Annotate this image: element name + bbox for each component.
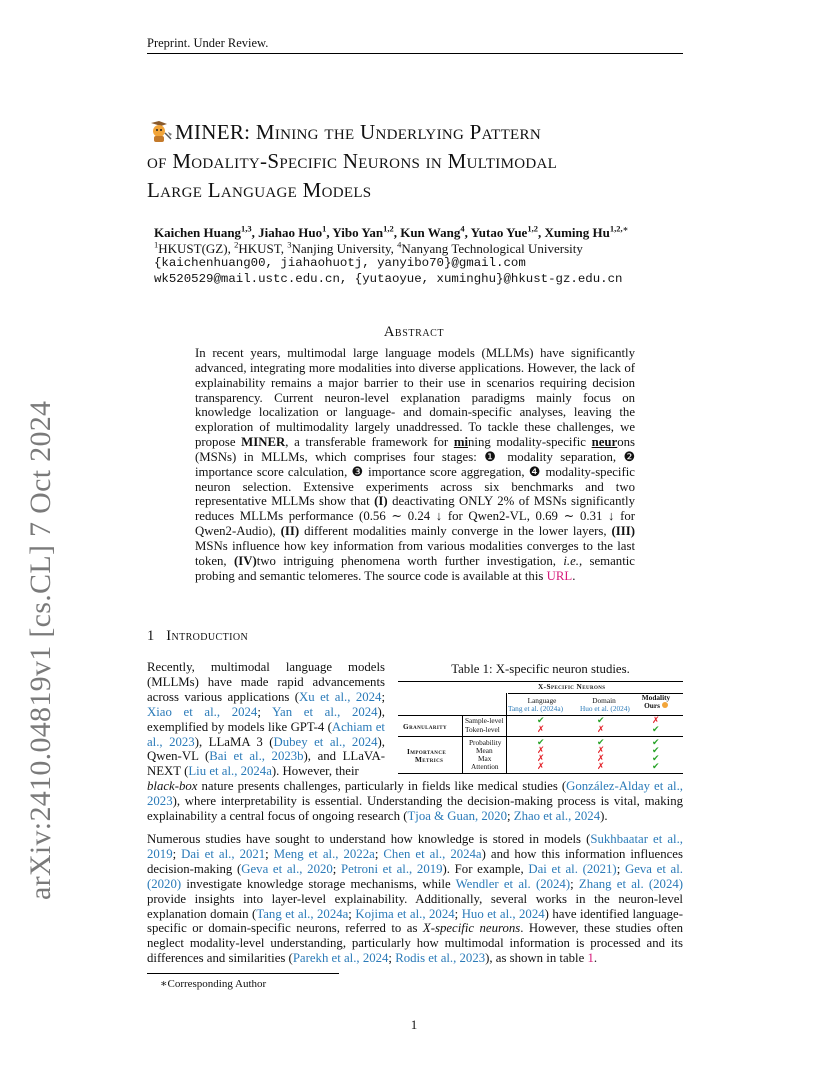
miner-mascot-icon	[147, 119, 173, 143]
table-bottom-rule	[398, 773, 683, 774]
affiliations	[154, 241, 674, 257]
cross-icon: ✗	[652, 715, 660, 725]
citation-link[interactable]: Dubey et al., 2024	[273, 734, 378, 749]
citation-link[interactable]: Tjoa & Guan, 2020	[407, 808, 507, 823]
affil-sup: 4	[397, 239, 402, 250]
check-icon: ✔	[537, 715, 545, 725]
citation-link[interactable]: Zhao et al., 2024	[513, 808, 601, 823]
source-code-link[interactable]: URL	[546, 568, 573, 583]
author-emails-line-1: {kaichenhuang00, jiahaohuotj, yanyibo70}@gmail.com	[154, 256, 526, 270]
citation-link[interactable]: Sukhbaatar et al., 2019	[147, 832, 683, 861]
author-block	[154, 225, 674, 287]
affiliation: Nanjing University,	[291, 240, 398, 256]
check-icon: ✔	[597, 715, 605, 725]
running-header: Preprint. Under Review.	[147, 36, 269, 50]
citation-link[interactable]: Chen et al., 2024a	[383, 846, 482, 861]
title-miner: MINER	[175, 120, 245, 144]
header-rule	[147, 53, 683, 54]
section-title: Introduction	[166, 628, 249, 644]
citation-link[interactable]: Achiam et al., 2023	[147, 719, 385, 749]
table-reference-link[interactable]: 1	[587, 951, 594, 966]
row-label: Probability	[469, 738, 502, 747]
citation-link[interactable]: Meng et al., 2022a	[273, 846, 375, 861]
author-name: Yutao Yue	[470, 225, 528, 240]
citation-link[interactable]: Tang et al., 2024a	[256, 906, 349, 921]
title-line-3: Large Language Models	[147, 178, 372, 202]
row-label: Mean	[476, 746, 493, 755]
citation-link[interactable]: Wendler et al. (2024)	[455, 876, 571, 891]
author-names: Kaichen Huang$^{1,3}$, Jiahao Huo$^1$, Yibo Yan$^{1,2}$, Kun Wang$^4$, Yutao Yue$^{1,2}$, Xuming $Hu^{1,2,∗}$	[154, 223, 629, 240]
cross-icon: ✗	[537, 753, 545, 763]
abstract-heading: Abstract	[383, 324, 445, 340]
cross-icon: ✗	[597, 761, 605, 771]
author-sup: 1,2	[383, 223, 394, 234]
citation-link[interactable]: Bai et al., 2023b	[209, 749, 304, 764]
citation-link[interactable]: Huo et al., 2024	[461, 906, 545, 921]
check-icon: ✔	[652, 724, 660, 734]
intro-paragraph-left-column: Recently, multimodal language models (MLLMs) have made rapid advancements across various applications (Xu et al., 2024; Xiao et al., 2024; Yan et al., 2024), exemplified by models like GPT-4 (Achiam et al., 2023), LLaMA 3 (Dubey et al., 2024), Qwen-VL (Bai et al., 2023b), and LLaVA-NEXT (Liu et al., 2024a). However, their	[147, 660, 386, 779]
citation-link[interactable]: Dai et al., 2021	[181, 846, 266, 861]
cross-icon: ✗	[597, 724, 605, 734]
affiliation: HKUST(GZ),	[158, 240, 235, 256]
intro-paragraph-2: Numerous studies have sought to understand how knowledge is stored in models (Sukhbaatar et al., 2019; Dai et al., 2021; Meng et al., 2022a; Chen et al., 2024a) and how this information influences decision-making (Geva et al., 2020; Petroni et al., 2019). For example, Dai et al. (2021); Geva et al. (2020) investigate knowledge storage mechanisms, while Wendler et al. (2024); Zhang et al. (2024) provide insights into layer-level explainability. Additionally, several works in the neuron-level explanation domain (Tang et al., 2024a; Kojima et al., 2024; Huo et al., 2024) have identified language-specific or domain-specific neurons, referred to as X-specific neurons. However, these studies often neglect modality-level understanding, particularly how multimodal information is processed and its differences and similarities (Parekh et al., 2024; Rodis et al., 2023), as shown in table 1.	[147, 832, 684, 966]
section-number: 1	[147, 628, 155, 644]
arxiv-id-text: arXiv:2410.04819v1 [cs.CL] 7 Oct 2024	[24, 400, 57, 900]
author-sup: 4	[460, 223, 465, 234]
footnote-rule	[147, 973, 339, 974]
citation-link[interactable]: Xiao et al., 2024	[147, 704, 258, 719]
affil-sup: 1	[154, 239, 159, 250]
check-icon: ✔	[652, 753, 660, 763]
affil-sup: 3	[287, 239, 292, 250]
miner-mascot-icon	[662, 702, 668, 708]
check-icon: ✔	[652, 761, 660, 771]
author-name: Kun Wang	[400, 225, 461, 240]
affil-sup: 2	[234, 239, 239, 250]
row-group-metrics: Metrics	[415, 755, 444, 764]
citation-link[interactable]: Xu et al., 2024	[299, 689, 382, 704]
author-name: Yibo Yan	[332, 225, 384, 240]
intro-paragraph-continued: black-box nature presents challenges, particularly in fields like medical studies (González-Alday et al., 2023), where interpretability is essential. Understanding the decision-making process is vital, making explainability a central focus of ongoing research (Tjoa & Guan, 2020; Zhao et al., 2024).	[147, 779, 683, 823]
paper-title	[147, 118, 687, 205]
col-header-language: Language Tang et al. (2024a)	[508, 696, 564, 714]
citation-link[interactable]: Geva et al. (2020)	[147, 861, 683, 891]
table-vertical-rule	[506, 693, 507, 773]
author-sup: 1	[322, 223, 327, 234]
footnote-corresponding-author: ∗Corresponding Author	[160, 978, 267, 990]
author-sup: 1,3	[241, 223, 252, 234]
citation-link[interactable]: Geva et al., 2020	[241, 861, 333, 876]
col-header-domain: Domain Huo et al. (2024)	[580, 696, 630, 714]
row-label: Sample-level	[465, 716, 504, 725]
title-line-1-rest: : Mining the Underlying Pattern	[244, 120, 541, 144]
citation-link[interactable]: Parekh et al., 2024	[292, 951, 389, 966]
author-sup: 1,2,∗	[609, 223, 629, 234]
author-sup: 1,2	[527, 223, 538, 234]
cross-icon: ✗	[537, 745, 545, 755]
table-vertical-rule	[462, 715, 463, 773]
title-line-2: of Modality-Specific Neurons in Multimodal	[147, 149, 558, 173]
page-number: 1	[410, 1017, 418, 1032]
author-name: Kaichen Huang	[154, 225, 242, 240]
row-label: Attention	[471, 762, 499, 771]
title-line-1	[147, 118, 687, 147]
cross-icon: ✗	[537, 761, 545, 771]
x-specific-neuron-table	[398, 681, 683, 773]
citation-link[interactable]: Yan et al., 2024	[272, 704, 378, 719]
citation-link[interactable]: Zhang et al. (2024)	[578, 876, 683, 891]
col-header-modality: Modality Ours	[641, 693, 671, 711]
cross-icon: ✗	[597, 745, 605, 755]
affiliation: Nanyang Technological University	[401, 240, 583, 256]
citation-link[interactable]: Rodis et al., 2023	[395, 951, 486, 966]
table-group-header: X-Specific Neurons	[538, 682, 606, 691]
citation-link[interactable]: González-Alday et al., 2023	[147, 779, 683, 808]
author-name: Xuming Hu	[544, 225, 610, 240]
row-group-granularity: Granularity	[403, 722, 447, 731]
author-name: Jiahao Huo	[258, 225, 323, 240]
row-group-importance: Importance	[407, 747, 447, 756]
check-icon: ✔	[597, 737, 605, 747]
citation-link[interactable]: Petroni et al., 2019	[341, 861, 443, 876]
citation-link[interactable]: Liu et al., 2024a	[188, 764, 272, 779]
check-icon: ✔	[537, 737, 545, 747]
affiliation: HKUST,	[238, 240, 288, 256]
check-icon: ✔	[652, 745, 660, 755]
table-caption: Table 1: X-specific neuron studies.	[451, 662, 630, 676]
row-label: Max	[478, 754, 492, 763]
abstract-body: In recent years, multimodal large language models (MLLMs) have significantly advanced, integrating more modalities into diverse applications. However, the lack of explainability remains a major barrier to their use in scenarios requiring decision transparency. Current neuron-level explanation paradigms mainly focus on knowledge localization or language- and domain-specific analyses, leaving the exploration of multimodality largely unaddressed. To tackle these challenges, we propose MINER, a transferable framework for mining modality-specific neurons (MSNs) in MLLMs, which comprises four stages: ❶ modality separation, ❷ importance score calculation, ❸ importance score aggregation, ❹ modality-specific neuron selection. Extensive experiments across six benchmarks and two representative MLLMs show that (I) deactivating ONLY 2% of MSNs significantly reduces MLLMs performance (0.56 ∼ 0.24 ↓ for Qwen2-VL, 0.69 ∼ 0.31 ↓ for Qwen2-Audio), (II) different modalities mainly converge in the lower layers, (III) MSNs influence how key information from various modalities converges to the last token, (IV)two intriguing phenomena worth further investigation, i.e., semantic probing and semantic telomeres. The source code is available at this URL.	[195, 346, 636, 583]
citation-link[interactable]: Dai et al. (2021)	[528, 861, 617, 876]
check-icon: ✔	[652, 737, 660, 747]
cross-icon: ✗	[597, 753, 605, 763]
citation-link[interactable]: Kojima et al., 2024	[355, 906, 455, 921]
section-heading-introduction	[147, 628, 248, 645]
row-label: Token-level	[465, 725, 500, 734]
author-emails-line-2: wk520529@mail.ustc.edu.cn, {yutaoyue, xuminghu}@hkust-gz.edu.cn	[154, 271, 623, 286]
cross-icon: ✗	[537, 724, 545, 734]
